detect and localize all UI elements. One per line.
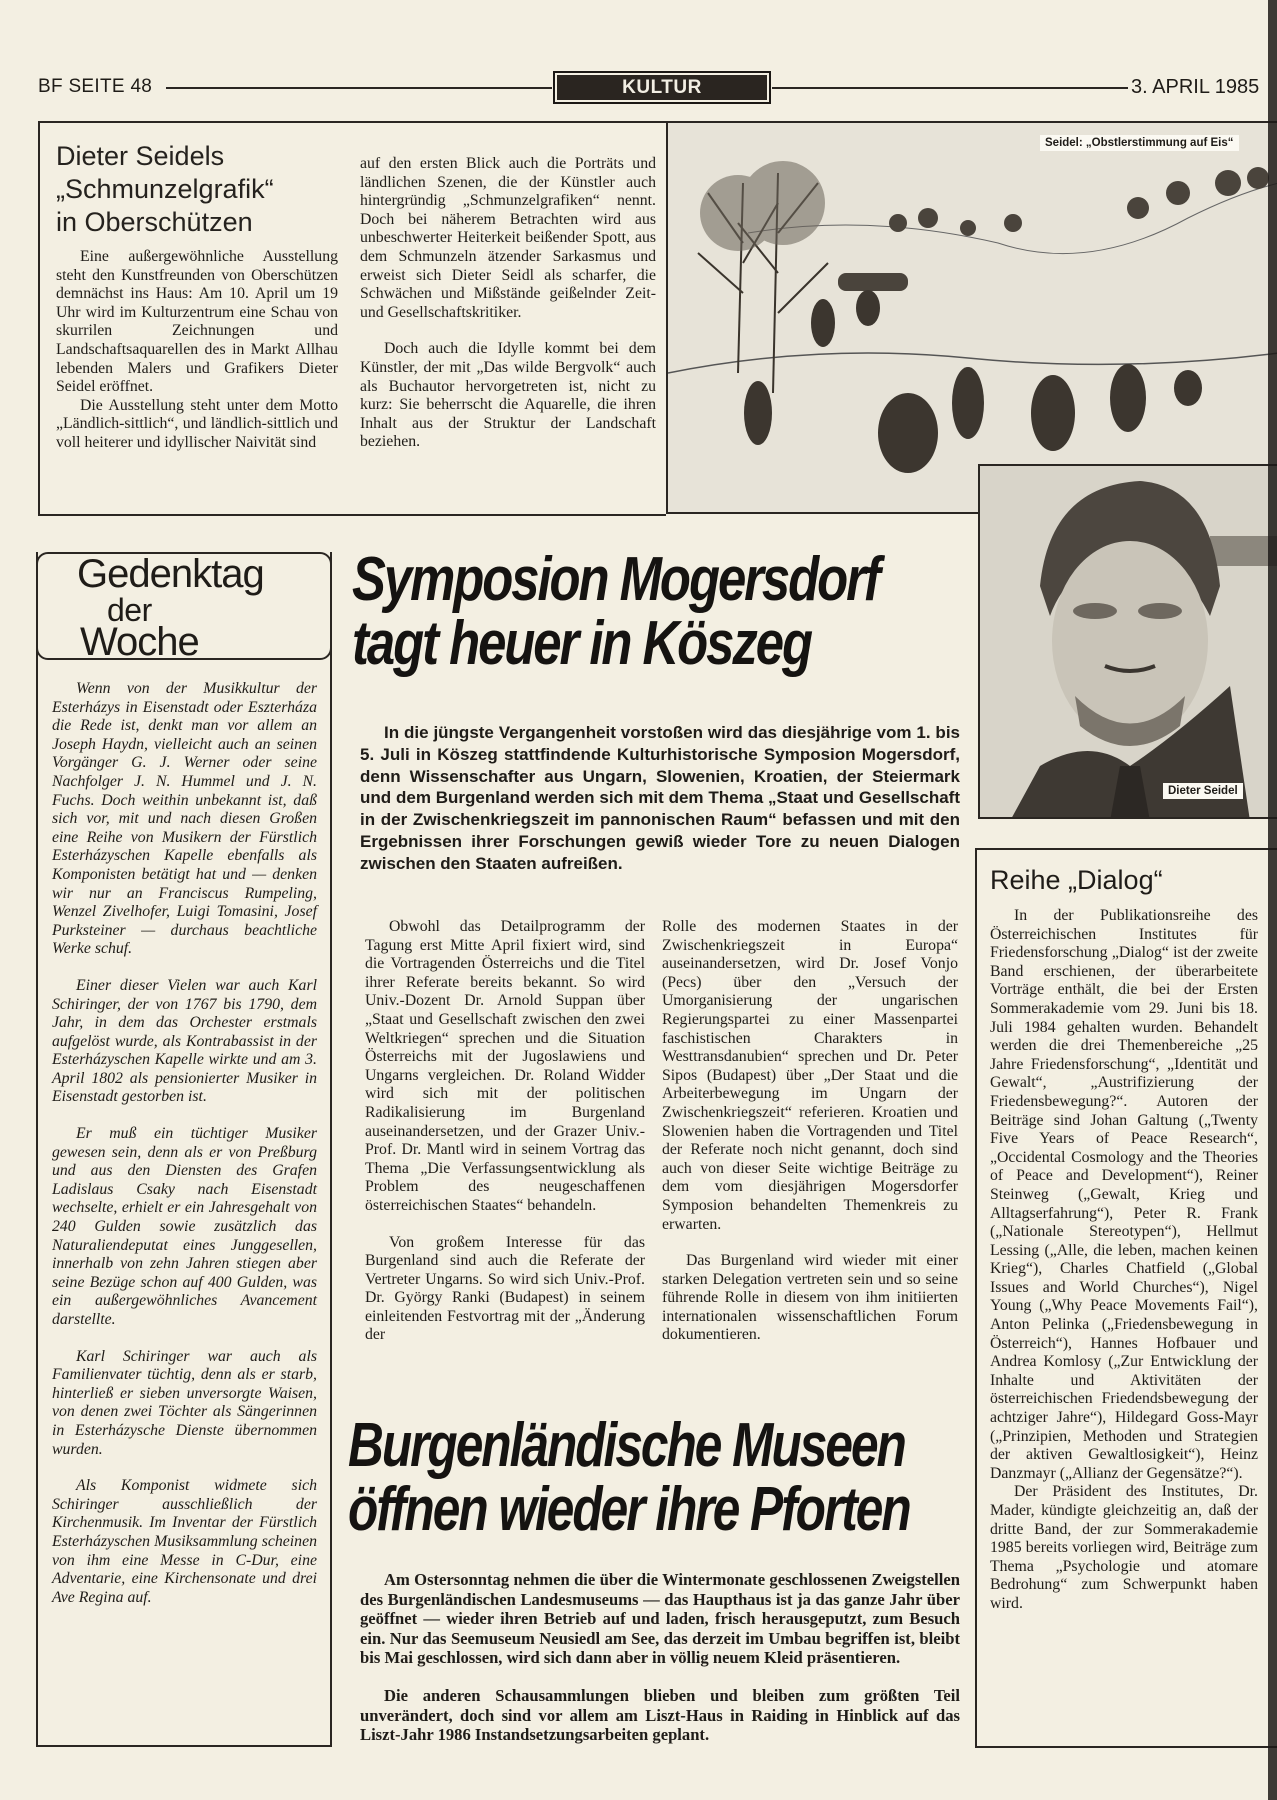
title-line: in Oberschützen <box>56 207 253 237</box>
portrait-illustration <box>980 466 1277 819</box>
paragraph: Einer dieser Vielen war auch Karl Schiringer, der von 1767 bis 1790, dem Jahr, in dem das Orchester erstmals aufgelöst wurde, als Kontrabassist in der Esterházyschen Kapelle wirkte und am 3. April 1802 als pensionierter Musiker in Eisenstadt gestorben ist. <box>52 976 317 1106</box>
page-edge <box>1268 0 1277 1800</box>
title-line: Dieter Seidels <box>56 141 225 171</box>
paragraph: Von großem Interesse für das Burgenland sind auch die Referate der Vertreter Ungarns. So wird sich Univ.-Prof. Dr. György Ranki (Budapest) in seinem einleitenden Festvortrag mit der „Änderung der <box>365 1233 645 1344</box>
dialog-title: Reihe „Dialog“ <box>990 865 1163 895</box>
dialog-body <box>990 907 1258 1614</box>
drawing-image <box>666 121 1277 514</box>
paragraph: Die Ausstellung steht unter dem Motto „Ländlich-sittlich“, und ländlich-sittlich und voll heiterer und idyllischer Naivität sind <box>56 396 338 451</box>
gedenktag-body <box>52 680 317 1607</box>
article-column <box>365 918 645 1345</box>
paragraph: Der Präsident des Institutes, Dr. Mader, kündigte gleichzeitig an, daß der dritte Band, der zur Sommerakademie 1985 bereits vorliegen wird, Beiträge zum Thema „Psychologie und atomare Bedrohung“ zum Schwerpunkt haben wird. <box>990 1483 1258 1612</box>
paragraph: Er muß ein tüchtiger Musiker gewesen sein, denn als er von Preßburg und aus den Diensten des Grafen Ladislaus Csaky nach Eisenstadt wechselte, erhielt er ein Jahresgehalt von 240 Gulden sowie zusätzlich das Naturaliendeputat eines Junggesellen, innerhalb von zehn Jahren stiegen aber seine Bezüge schon auf 400 Gulden, was ein außergewöhnliches Avancement darstellte. <box>52 1125 317 1328</box>
headline-line: tagt heuer in Köszeg <box>352 609 811 678</box>
headline-symposion <box>352 545 879 678</box>
article-column <box>360 155 656 452</box>
section-label: KULTUR <box>557 75 767 100</box>
winter-landscape-illustration <box>668 123 1277 514</box>
lead-paragraph: In die jüngste Vergangenheit vorstoßen wird das diesjährige vom 1. bis 5. Juli in Köszeg stattfindende Kulturhistorische Symposion Mogersdorf, denn Wissenschafter aus Ungarn, Slowenien, Kroatien, der Steiermark und dem Burgenland werden sich mit dem Thema „Staat und Gesellschaft in der Zwischenkriegszeit im pannonischen Raum“ befassen und mit den Ergebnissen ihrer Forschungen gewiß wieder Tore zu neuen Dialogen zwischen den Staaten aufreißen. <box>360 723 960 873</box>
gedenktag-title: der <box>107 592 152 628</box>
image-caption: Dieter Seidel <box>1163 783 1243 799</box>
paragraph: Karl Schiringer war auch als Familienvater tüchtig, denn als er starb, hinterließ er sieben unversorgte Waisen, von denen zwei Töchter als Sängerinnen in Esterházysche Dienste übernommen wurden. <box>52 1347 317 1458</box>
paragraph: Obwohl das Detailprogramm der Tagung erst Mitte April fixiert wird, sind die Vortragenden Österreichs und die Titel ihrer Referate bereits bekannt. So wird Univ.-Dozent Dr. Arnold Suppan über „Staat und Gesellschaft zwischen den zwei Weltkriegen“ sprechen und die Situation Österreichs mit der Jugoslawiens und Ungarns vergleichen. Dr. Roland Widder wird sich mit der politischen Radikalisierung im Burgenland auseinandersetzen, und der Grazer Univ.-Prof. Dr. Mantl wird in seinem Vortrag das Thema „Die Verfassungsentwicklung als Problem des neugeschaffenen österreichischen Staates“ behandeln. <box>365 918 645 1214</box>
paragraph: In der Publikationsreihe des Österreichischen Institutes für Friedensforschung „Dialog“ ist der zweite Band erschienen, der überarbeitete Vorträge enthält, die bei der Ersten Sommerakademie vom 29. Juni bis 18. Juli 1984 gehalten wurden. Behandelt werden die drei Themenbereiche „25 Jahre Friedensforschung“, „Identität und Gewalt“, „Austrifizierung der Friedensbewegung?“. Autoren der Beiträge sind Johan Galtung („Twenty Five Years of Peace Research“, „Occidental Cosmology and the Theories of Peace and Development“), Reiner Steinweg („Gewalt, Krieg und Alltagserfahrung“), Peter R. Frank („Nationale Stereotypen“), Hellmut Lessing („Alle, die leben, machen keinen Krieg“), Charles Chatfield („Global Issues and World Churches“), Nigel Young („Why Peace Movements Fail“), Anton Pelinka („Friedensbewegung in Österreich“), Hannes Hofbauer und Andrea Komlosy („Zur Entwicklung der Inhalte und Aktivitäten der österreichischen Friedendsbewegung der achtziger Jahre“), Hildegard Goss-Mayr („Prinzipien, Methoden und Strategien der aktiven Gewaltlosigkeit“), Heinz Danzmayr („Allianz der Gegensätze?“). <box>990 907 1258 1482</box>
paragraph: Die anderen Schausammlungen blieben und bleiben zum größten Teil unverändert, doch sind vor allem am Liszt-Haus in Raiding in Hinblick auf das Liszt-Jahr 1986 Instandsetzungsarbeiten geplant. <box>360 1685 960 1745</box>
article-title-seidel <box>56 140 274 239</box>
headline-line: Burgenländische Museen <box>348 1411 905 1480</box>
museen-body <box>360 1570 960 1745</box>
article-column <box>662 918 958 1345</box>
header-rule <box>772 87 1128 89</box>
headline-museen <box>348 1411 910 1544</box>
issue-date: 3. APRIL 1985 <box>1131 76 1260 98</box>
paragraph: Am Ostersonntag nehmen die über die Wintermonate geschlossenen Zweigstellen des Burgenländischen Landesmuseums — das Haupthaus ist ja das ganze Jahr über geöffnet — wieder ihren Betrieb auf und laden, frisch herausgeputzt, zum Besuch ein. Nur das Seemuseum Neusiedl am See, das derzeit im Umbau begriffen ist, bleibt bis Mai geschlossen, wird sich dann aber in völlig neuem Kleid präsentieren. <box>360 1570 960 1668</box>
headline-line: öffnen wieder ihre Pforten <box>348 1475 910 1544</box>
paragraph: Doch auch die Idylle kommt bei dem Künstler, der mit „Das wilde Bergvolk“ auch als Buchautor hervorgetreten ist, nicht zu kurz: Sie beherrscht die Aquarelle, die ihren Inhalt aus der Struktur der Landschaft beziehen. <box>360 340 656 451</box>
gedenktag-title: Woche <box>80 620 199 664</box>
headline-line: Symposion Mogersdorf <box>352 545 879 614</box>
article-column <box>56 248 338 453</box>
paragraph: Wenn von der Musikkultur der Esterházys in Eisenstadt oder Eszterháza die Rede ist, denkt man vor allem an Joseph Haydn, vielleicht auch an seinen Vorgänger G. J. Werner oder seine Nachfolger J. N. Hummel und J. N. Fuchs. Doch weithin unbekannt ist, daß sich vor, mit und nach diesen Großen eine Reihe von Musikern der Fürstlich Esterházyschen Kapelle ebenfalls als Komponisten betätigt hat und — denken wir nur an Franciscus Rumpeling, Wenzel Zivelhofer, Luigi Tomasini, Josef Purksteiner — durchaus beachtliche Werke schuf. <box>52 680 317 958</box>
paragraph: Als Komponist widmete sich Schiringer ausschließlich der Kirchenmusik. Im Inventar der Fürstlich Esterházyschen Musiksammlung scheinen von ihm eine Messe in C-Dur, eine Adventarie, eine Kirchensonate und drei Ave Regina auf. <box>52 1477 317 1606</box>
title-line: „Schmunzelgrafik“ <box>56 174 274 204</box>
paragraph: auf den ersten Blick auch die Porträts und ländlichen Szenen, die der Künstler auch hintergründig „Schmunzelgrafiken“ nennt. Doch bei näherem Betrachten wird aus unbeschwerter Heiterkeit beißender Spott, aus dem Schmunzeln ätzender Sarkasmus und erweist sich Dieter Seidl als scharfer, die Schwächen und Mißstände geißelnder Zeit- und Gesellschaftskritiker. <box>360 155 656 321</box>
gedenktag-title: Gedenktag <box>77 552 264 596</box>
paragraph: Das Burgenland wird wieder mit einer starken Delegation vertreten sein und so seine führende Rolle in diesem von ihm initiierten internationalen wissenschaftlichen Forum dokumentieren. <box>662 1252 958 1344</box>
page-number: BF SEITE 48 <box>38 76 153 97</box>
paragraph: Eine außergewöhnliche Ausstellung steht den Kunstfreunden von Oberschützen demnächst ins Haus: Am 10. April um 19 Uhr wird im Kulturzentrum eine Schau von skurrilen Zeichnungen und Landschaftsaquarellen des in Markt Allhau lebenden Malers und Grafikers Dieter Seidel eröffnet. <box>56 248 338 396</box>
section-badge <box>553 71 771 104</box>
header-rule <box>166 87 552 89</box>
image-caption: Seidel: „Obstlerstimmung auf Eis“ <box>1040 135 1239 151</box>
paragraph: Rolle des modernen Staates in der Zwischenkriegszeit in Europa“ auseinandersetzen, wird Dr. Josef Vonjo (Pecs) über den „Versuch der Umorganisierung der ungarischen Regierungspartei zu einer Massenpartei faschistischen Charakters in Westtransdanubien“ sprechen und Dr. Peter Sipos (Budapest) über „Der Staat und die Arbeiterbewegung im Ungarn der Zwischenkriegszeit“ referieren. Kroatien und Slowenien haben die Vortragenden und Titel der Referate noch nicht genannt, doch sind auch von dieser Seite wichtige Beiträge zu dem vom diesjährigen Mogersdorfer Symposion behandelten Themenkreis zu erwarten. <box>662 918 958 1233</box>
portrait-photo <box>978 464 1277 819</box>
